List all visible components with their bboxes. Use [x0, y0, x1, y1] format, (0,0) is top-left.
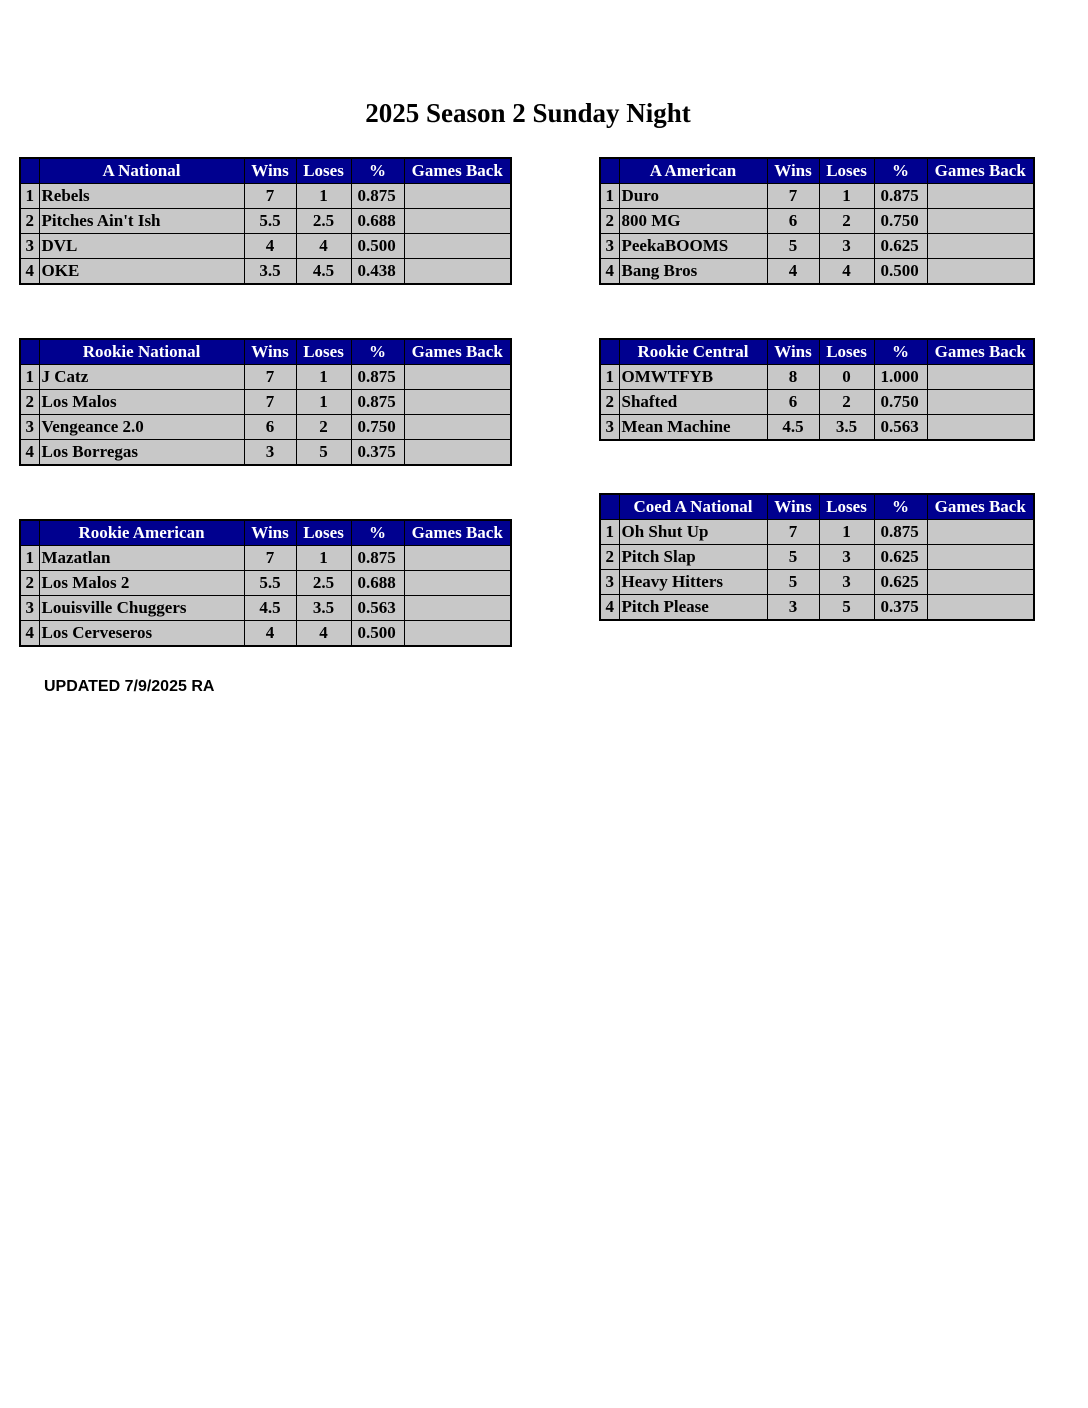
team-cell: Pitches Ain't Ish	[39, 209, 244, 234]
wins-cell: 7	[244, 365, 296, 390]
table-row	[20, 184, 511, 209]
rank-cell: 1	[20, 365, 39, 390]
rank-cell: 3	[600, 415, 619, 441]
loses-header: Loses	[819, 339, 874, 365]
wins-cell: 5.5	[244, 209, 296, 234]
pct-cell: 0.625	[874, 570, 927, 595]
pct-cell: 1.000	[874, 365, 927, 390]
games-back-cell	[404, 415, 511, 440]
loses-header: Loses	[296, 158, 351, 184]
table-row	[20, 390, 511, 415]
wins-cell: 8	[767, 365, 819, 390]
pct-cell: 0.625	[874, 234, 927, 259]
loses-cell: 2.5	[296, 209, 351, 234]
pct-cell: 0.688	[351, 209, 404, 234]
team-cell: Los Borregas	[39, 440, 244, 466]
rank-cell: 4	[20, 259, 39, 285]
pct-cell: 0.750	[351, 415, 404, 440]
rank-cell: 2	[20, 209, 39, 234]
team-cell: Oh Shut Up	[619, 520, 767, 545]
wins-cell: 7	[244, 546, 296, 571]
table-row	[20, 365, 511, 390]
standings-table-rookie-american	[19, 519, 512, 647]
games-back-cell	[927, 184, 1034, 209]
loses-cell: 2	[819, 209, 874, 234]
loses-cell: 0	[819, 365, 874, 390]
games-back-cell	[927, 259, 1034, 285]
games-back-header: Games Back	[404, 339, 511, 365]
division-name: A National	[39, 158, 244, 184]
loses-cell: 3.5	[819, 415, 874, 441]
pct-cell: 0.500	[874, 259, 927, 285]
wins-header: Wins	[244, 158, 296, 184]
team-cell: PeekaBOOMS	[619, 234, 767, 259]
standings-table-rookie-central	[599, 338, 1035, 441]
loses-cell: 4	[296, 234, 351, 259]
wins-cell: 6	[767, 390, 819, 415]
wins-cell: 5.5	[244, 571, 296, 596]
rank-header	[600, 494, 619, 520]
rank-header	[20, 520, 39, 546]
pct-cell: 0.875	[874, 184, 927, 209]
pct-cell: 0.563	[351, 596, 404, 621]
games-back-cell	[404, 440, 511, 466]
table-row	[20, 546, 511, 571]
division-name: A American	[619, 158, 767, 184]
team-cell: Los Malos	[39, 390, 244, 415]
rank-cell: 2	[600, 390, 619, 415]
rank-cell: 3	[20, 596, 39, 621]
games-back-cell	[404, 621, 511, 647]
pct-header: %	[874, 158, 927, 184]
loses-header: Loses	[819, 158, 874, 184]
table-row	[20, 596, 511, 621]
table-row	[20, 234, 511, 259]
rank-cell: 1	[20, 546, 39, 571]
table-row	[600, 184, 1034, 209]
division-name: Rookie National	[39, 339, 244, 365]
team-cell: Rebels	[39, 184, 244, 209]
table-header-row	[600, 158, 1034, 184]
loses-cell: 2	[819, 390, 874, 415]
pct-cell: 0.750	[874, 209, 927, 234]
pct-cell: 0.875	[351, 390, 404, 415]
table-header-row	[20, 339, 511, 365]
games-back-header: Games Back	[404, 520, 511, 546]
pct-cell: 0.875	[874, 520, 927, 545]
table-header-row	[600, 339, 1034, 365]
team-cell: DVL	[39, 234, 244, 259]
wins-cell: 4.5	[244, 596, 296, 621]
wins-cell: 7	[244, 390, 296, 415]
wins-cell: 3.5	[244, 259, 296, 285]
pct-cell: 0.563	[874, 415, 927, 441]
loses-cell: 3	[819, 545, 874, 570]
pct-cell: 0.625	[874, 545, 927, 570]
table-row	[20, 571, 511, 596]
rank-cell: 1	[20, 184, 39, 209]
loses-cell: 1	[296, 365, 351, 390]
games-back-cell	[404, 234, 511, 259]
games-back-cell	[404, 209, 511, 234]
table-row	[600, 570, 1034, 595]
wins-cell: 5	[767, 570, 819, 595]
loses-cell: 4.5	[296, 259, 351, 285]
team-cell: Pitch Slap	[619, 545, 767, 570]
team-cell: Duro	[619, 184, 767, 209]
team-cell: Bang Bros	[619, 259, 767, 285]
wins-cell: 5	[767, 545, 819, 570]
wins-cell: 3	[767, 595, 819, 621]
loses-cell: 5	[296, 440, 351, 466]
loses-header: Loses	[296, 520, 351, 546]
wins-header: Wins	[244, 520, 296, 546]
pct-cell: 0.438	[351, 259, 404, 285]
team-cell: Heavy Hitters	[619, 570, 767, 595]
rank-cell: 1	[600, 365, 619, 390]
table-row	[600, 545, 1034, 570]
rank-cell: 4	[20, 621, 39, 647]
games-back-cell	[404, 571, 511, 596]
games-back-cell	[927, 545, 1034, 570]
games-back-header: Games Back	[927, 339, 1034, 365]
wins-header: Wins	[767, 158, 819, 184]
rank-cell: 3	[20, 415, 39, 440]
team-cell: OMWTFYB	[619, 365, 767, 390]
wins-cell: 7	[244, 184, 296, 209]
rank-cell: 1	[600, 520, 619, 545]
updated-note: UPDATED 7/9/2025 RA	[44, 678, 215, 695]
loses-cell: 1	[296, 184, 351, 209]
games-back-cell	[404, 596, 511, 621]
table-row	[600, 390, 1034, 415]
table-row	[600, 520, 1034, 545]
table-row	[600, 234, 1034, 259]
pct-header: %	[874, 339, 927, 365]
table-header-row	[600, 494, 1034, 520]
games-back-cell	[927, 390, 1034, 415]
wins-cell: 6	[244, 415, 296, 440]
games-back-cell	[927, 209, 1034, 234]
loses-cell: 5	[819, 595, 874, 621]
table-row	[20, 259, 511, 285]
games-back-cell	[404, 184, 511, 209]
standings-table-rookie-national	[19, 338, 512, 466]
wins-cell: 4.5	[767, 415, 819, 441]
table-row	[600, 259, 1034, 285]
wins-cell: 4	[244, 621, 296, 647]
wins-cell: 4	[244, 234, 296, 259]
table-row	[600, 365, 1034, 390]
table-row	[20, 415, 511, 440]
rank-header	[20, 339, 39, 365]
pct-header: %	[351, 339, 404, 365]
loses-cell: 3.5	[296, 596, 351, 621]
loses-cell: 2.5	[296, 571, 351, 596]
loses-cell: 1	[819, 520, 874, 545]
rank-cell: 4	[600, 595, 619, 621]
wins-cell: 5	[767, 234, 819, 259]
games-back-cell	[927, 234, 1034, 259]
team-cell: OKE	[39, 259, 244, 285]
team-cell: Mean Machine	[619, 415, 767, 441]
rank-cell: 1	[600, 184, 619, 209]
table-row	[600, 595, 1034, 621]
games-back-cell	[404, 365, 511, 390]
rank-header	[20, 158, 39, 184]
pct-cell: 0.500	[351, 621, 404, 647]
games-back-cell	[927, 365, 1034, 390]
rank-cell: 2	[20, 390, 39, 415]
table-row	[600, 415, 1034, 441]
games-back-cell	[927, 595, 1034, 621]
games-back-header: Games Back	[927, 158, 1034, 184]
standings-table-a-national	[19, 157, 512, 285]
pct-cell: 0.375	[874, 595, 927, 621]
loses-cell: 3	[819, 234, 874, 259]
table-header-row	[20, 520, 511, 546]
wins-header: Wins	[767, 339, 819, 365]
loses-cell: 1	[819, 184, 874, 209]
team-cell: J Catz	[39, 365, 244, 390]
loses-cell: 4	[296, 621, 351, 647]
rank-cell: 3	[600, 570, 619, 595]
pct-cell: 0.500	[351, 234, 404, 259]
wins-cell: 7	[767, 520, 819, 545]
team-cell: Shafted	[619, 390, 767, 415]
loses-cell: 1	[296, 546, 351, 571]
rank-cell: 2	[20, 571, 39, 596]
team-cell: Pitch Please	[619, 595, 767, 621]
rank-cell: 4	[600, 259, 619, 285]
games-back-cell	[927, 520, 1034, 545]
loses-cell: 4	[819, 259, 874, 285]
table-row	[20, 440, 511, 466]
pct-header: %	[351, 158, 404, 184]
loses-header: Loses	[819, 494, 874, 520]
rank-cell: 3	[600, 234, 619, 259]
wins-header: Wins	[767, 494, 819, 520]
wins-cell: 6	[767, 209, 819, 234]
pct-cell: 0.875	[351, 546, 404, 571]
loses-cell: 1	[296, 390, 351, 415]
wins-header: Wins	[244, 339, 296, 365]
pct-header: %	[874, 494, 927, 520]
rank-header	[600, 158, 619, 184]
rank-cell: 3	[20, 234, 39, 259]
division-name: Rookie American	[39, 520, 244, 546]
games-back-header: Games Back	[404, 158, 511, 184]
table-row	[20, 621, 511, 647]
rank-cell: 4	[20, 440, 39, 466]
team-cell: Vengeance 2.0	[39, 415, 244, 440]
pct-cell: 0.375	[351, 440, 404, 466]
pct-cell: 0.875	[351, 365, 404, 390]
pct-cell: 0.688	[351, 571, 404, 596]
table-header-row	[20, 158, 511, 184]
team-cell: Los Cerveseros	[39, 621, 244, 647]
games-back-cell	[404, 259, 511, 285]
table-row	[600, 209, 1034, 234]
standings-table-a-american	[599, 157, 1035, 285]
wins-cell: 4	[767, 259, 819, 285]
rank-header	[600, 339, 619, 365]
loses-header: Loses	[296, 339, 351, 365]
team-cell: Los Malos 2	[39, 571, 244, 596]
table-row	[20, 209, 511, 234]
division-name: Coed A National	[619, 494, 767, 520]
games-back-cell	[404, 390, 511, 415]
pct-cell: 0.875	[351, 184, 404, 209]
rank-cell: 2	[600, 209, 619, 234]
wins-cell: 7	[767, 184, 819, 209]
rank-cell: 2	[600, 545, 619, 570]
pct-header: %	[351, 520, 404, 546]
team-cell: 800 MG	[619, 209, 767, 234]
team-cell: Louisville Chuggers	[39, 596, 244, 621]
games-back-header: Games Back	[927, 494, 1034, 520]
loses-cell: 3	[819, 570, 874, 595]
loses-cell: 2	[296, 415, 351, 440]
games-back-cell	[404, 546, 511, 571]
page-title: 2025 Season 2 Sunday Night	[365, 98, 691, 128]
division-name: Rookie Central	[619, 339, 767, 365]
games-back-cell	[927, 415, 1034, 441]
standings-table-coed-a-national	[599, 493, 1035, 621]
wins-cell: 3	[244, 440, 296, 466]
team-cell: Mazatlan	[39, 546, 244, 571]
games-back-cell	[927, 570, 1034, 595]
pct-cell: 0.750	[874, 390, 927, 415]
